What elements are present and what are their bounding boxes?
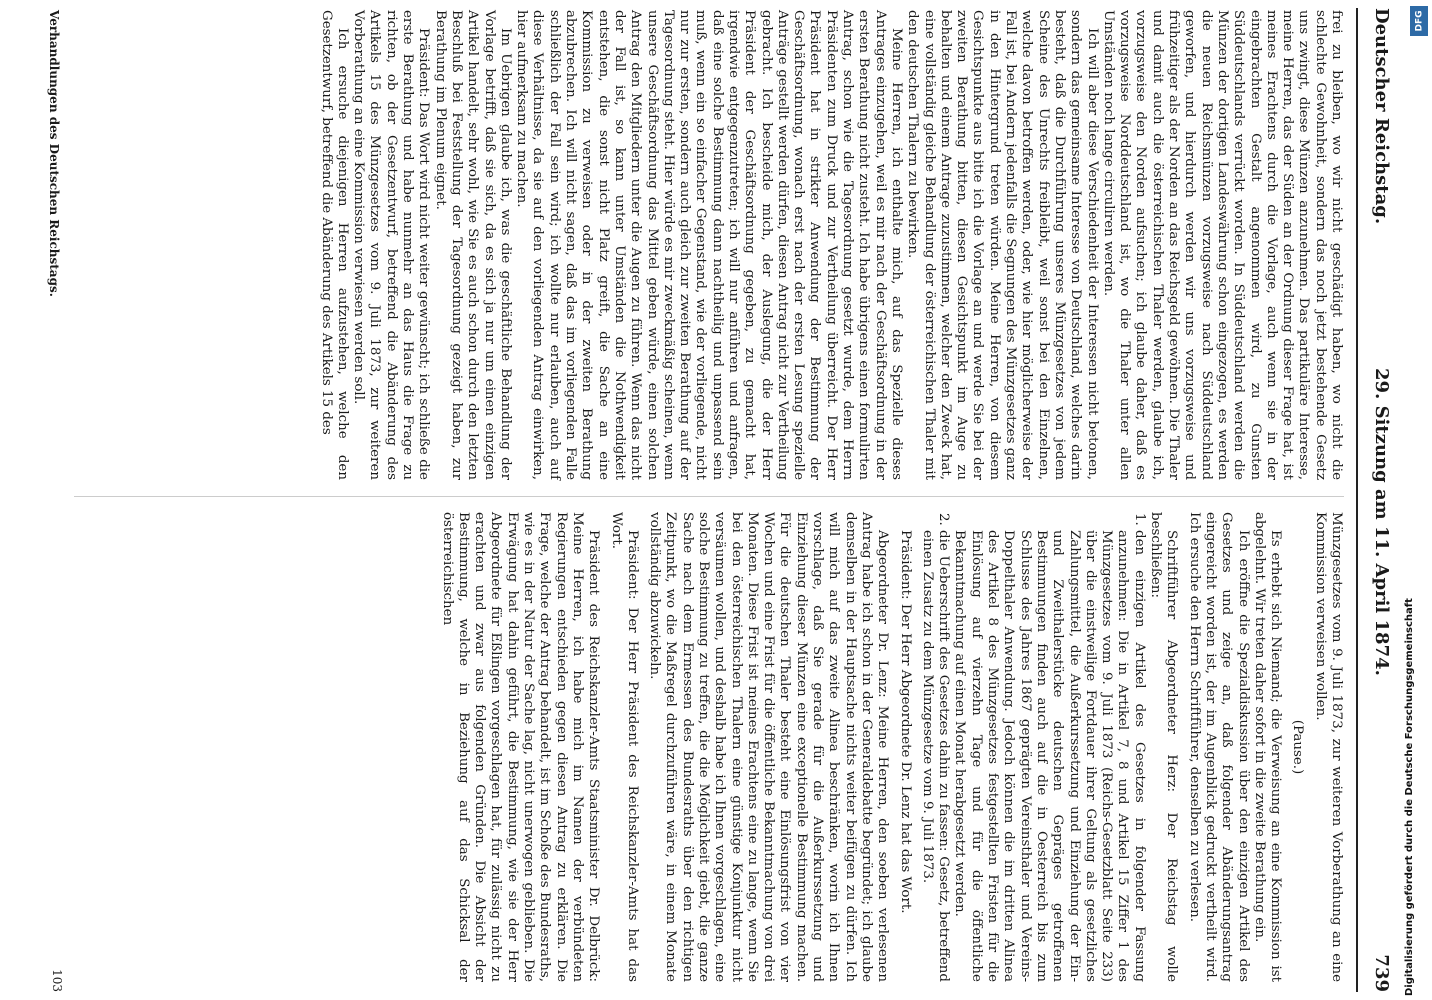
right-paragraph: Es erhebt sich Niemand; die Verweisung an eine Kommission ist abgelehnt. Wir treten daher sofort in die zweite Berathung ein. xyxy=(1251,512,1284,982)
right-paragraph: Schriftführer Abgeordneter Herz: Der Reichstag wolle beschließen: xyxy=(1148,512,1180,982)
right-paragraph: Ich eröffne die Spezialdiskussion über den einzigen Artikel des Gesetzes und zeige an, daß folgender Abänderungsantrag eingereicht worden ist, der im Augenblick gedruckt vertheilt wird. Ich ersuche den Herrn Schriftführer, denselben zu verlesen. xyxy=(1186,512,1251,982)
signature-number: 103 xyxy=(50,969,64,992)
header-session: 29. Sitzung am 11. April 1874. xyxy=(1371,368,1392,676)
footer-left: Verhandlungen des Deutschen Reichstags. xyxy=(47,10,61,297)
right-paragraph: Präsident des Reichskanzler-Amts Staatsminister Dr. Delbrück: Meine Herren, ich habe mich im Namen der verbündeten Regierungen entschieden gegen diesen Antrag zu erklären. Die Frage, welche der Antrag behandelt, ist im Schoße des Bundesraths, wie es in der Natur der Sache lag, nicht unerwogen geblieben. Die Erwägung hat dahin geführt, die Bestimmung, wie sie der Herr Abgeordnete für Eßlingen vorgeschlagen hat, für zulässig nicht zu erachten und zwar aus folgenden Gründen. Die Absicht der Bestimmung, welche in Beziehung auf das Schicksal der österreichischen xyxy=(439,512,602,982)
list-item: 1. den einzigen Artikel des Gesetzes in folgender Fassung anzunehmen: Die in Artikel 7, 8 und Artikel 15 Ziffer 1 des Münzgesetzes vom 9. Juli 1873 (Reichs-Gesetzblatt Seite 233) über die einstweilige Fortdauer ihrer Geltung als gesetzliches Zahlungsmittel, die Außerkurssetzung und Einziehung der Ein- und Zweithalerstücke deutschen Gepräges getroffenen Bestimmungen finden auch auf die in Oesterreich bis zum Schlusse des Jahres 1867 geprägten Vereinsthaler und Vereins-Doppelthaler Anwendung. Jedoch können die im dritten Alinea des Artikel 8 des Münzgesetzes festgestellten Fristen für die Einlösung auf vierzehn Tage und für die öffentliche Bekanntmachung auf einen Monat herabgesetzt werden. xyxy=(951,530,1147,982)
digitization-note xyxy=(1404,0,1430,1000)
left-paragraph: frei zu bleiben, wo wir nicht geschädigt haben, wo nicht die schlechte Gewohnheit, sondern das noch jetzt bestehende Gesetz uns zwingt, diese Münzen anzunehmen. Das partikuläre Interesse, meine Herren, das der Süden an der Ordnung dieser Frage hat, ist meines Erachtens durch die Vorlage, auch wenn sie in der eingebrachten Gestalt angenommen wird, zu Gunsten Süddeutschlands verrückt worden. In Süddeutschland werden die Münzen der dortigen Landeswährung schon eingezogen, es werden die neuen Reichsmünzen vorzugsweise nach Süddeutschland geworfen, und hierdurch werden wir uns vorzugsweise und frühzeitiger als der Norden an das Reichsgeld gewöhnen. Die Thaler und damit auch die österreichischen Thaler werden, glaube ich, vorzugsweise den Norden aufsuchen; ich glaube daher, daß es vorzugsweise Norddeutschland ist, wo die Thaler unter allen Umständen noch lange circuliren werden. xyxy=(1100,10,1344,480)
amendment-list xyxy=(919,512,1147,982)
page-header xyxy=(1358,8,1398,992)
left-paragraph: Im Uebrigen glaube ich, was die geschäftliche Behandlung der Vorlage betrifft, daß sie sich, da es sich ja nur um einen einzigen Artikel handelt, sehr wohl, wie Sie es auch schon durch den letzten Beschluß bei Feststellung der Tagesordnung gezeigt haben, zur Berathung im Plenum eignet. xyxy=(432,10,513,480)
left-paragraph: Ich ersuche diejenigen Herren aufzustehen, welche den Gesetzentwurf, betreffend die Abänderung des Artikels 15 des xyxy=(318,10,350,480)
right-paragraph: Abgeordneter Dr. Lenz: Meine Herren, den soeben verlesenen Antrag habe ich schon in der Generaldebatte begründet; ich glaube demselben in der Hauptsache nichts weiter beifügen zu dürfen. Ich will mich auf das zweite Alinea beschränken, worin ich Ihnen vorschlage, daß Sie gerade für die Außerkurssetzung und Einziehung dieser Münzen eine exceptionelle Bestimmung machen. Für die deutschen Thaler besteht eine Einlösungsfrist von vier Wochen und eine Frist für die öffentliche Bekanntmachung von drei Monaten. Diese Frist ist meines Erachtens eine zu lange, wenn Sie bei den österreichischen Thalern eine günstige Konjunktur nicht versäumen wollen, und deshalb habe ich Ihnen vorgeschlagen, eine solche Bestimmung zu treffen, die die Möglichkeit giebt, die ganze Sache nach dem Ermessen des Bundesraths über den richtigen Zeitpunkt, wo die Maßregel durchzuführen wäre, in einem Monate vollständig abzuwickeln. xyxy=(647,512,891,982)
page-number: 739 xyxy=(1371,954,1392,992)
header-rule xyxy=(1356,8,1358,992)
left-column xyxy=(317,10,1344,480)
left-paragraph: Ich will aber diese Verschiedenheit der Interessen nicht betonen, sondern das gemeinsame Interesse von Deutschland, welches darin besteht, daß die Durchführung unseres Münzgesetzes von jedem Scheine des Unrechts freibleibt, weil sonst bei den Einzelnen, welche davon betroffen werden, oder, wie hier möglicherweise der Fall ist, bei Andern jedenfalls die Segnungen des Münzgesetzes ganz in den Hintergrund treten würden. Meine Herren, von diesem Gesichtspunkte aus bitte ich die Vorlage an und werde Sie bei der zweiten Berathung bitten, diesen Gesichtspunkt im Auge zu behalten und einem Antrage zuzustimmen, welcher den Zweck hat, eine vollständig gleiche Behandlung der österreichischen Thaler mit den deutschen Thalern zu bewirken. xyxy=(905,10,1100,480)
right-paragraph: Präsident: Der Herr Abgeordnete Dr. Lenz hat das Wort. xyxy=(897,530,913,914)
header-title: Deutscher Reichstag. xyxy=(1371,8,1392,225)
dfg-logo-text: DFG xyxy=(1414,10,1425,32)
left-paragraph: Meine Herren, ich enthalte mich, auf das Spezielle dieses Antrages einzugehen, weil es mir nach der Geschäftsordnung in der ersten Berathung nicht zusteht. Ich habe übrigens einen formulirten Antrag, schon wie die Tagesordnung gesetzt wurde, dem Herrn Präsidenten zum Druck und zur Vertheilung überreicht. Der Herr Präsident hat in strikter Anwendung der Bestimmung der Geschäftsordnung, wonach erst nach der ersten Lesung spezielle Anträge gestellt werden dürfen, diesen Antrag nicht zur Vertheilung gebracht. Ich bescheide mich, der Auslegung, die der Herr Präsident der Geschäftsordnung gegeben, zu gemacht hat, irgendwie entgegenzutreten; ich will nur anführen und anfragen, daß eine solche Bestimmung dann nachtheilig und unpassend sein muß, wenn ein so einfacher Gegenstand, wie der vorliegende, nicht nur zur ersten, sondern auch gleich zur zweiten Berathung auf der Tagesordnung steht. Hier würde es mir zweckmäßig scheinen, wenn unsere Geschäftsordnung das Mittel geben würde, einen solchen Antrag den Mitgliedern unter die Augen zu führen. Wenn das nicht der Fall ist, so kann unter Umständen die Nothwendigkeit entstehen, die sonst nicht Platz greift, die Sache an eine Kommission zu verweisen oder in der zweiten Berathung abzubrechen. Ich will nicht sagen, daß das im vorliegenden Falle schließlich der Fall sein wird; ich wollte nur erlauben, auch auf diese Verhältnisse, da sie auf den vorliegenden Antrag einwirken, hier aufmerksam zu machen. xyxy=(514,10,904,480)
column-divider xyxy=(74,496,1344,497)
digitization-text: Digitalisierung gefördert durch die Deutsche Forschungsgemeinschaft xyxy=(1404,598,1415,996)
right-paragraph: Münzgesetzes vom 9. Juli 1873, zur weiteren Vorberathung an eine Kommission verweisen wollen. xyxy=(1312,512,1344,982)
right-column xyxy=(438,512,1344,982)
list-item: 2. die Ueberschrift des Gesetzes dahin zu fassen: Gesetz, betreffend einen Zusatz zu dem Münzgesetze vom 9. Juli 1873. xyxy=(919,530,952,982)
pause-note: (Pause.) xyxy=(1290,719,1306,775)
dfg-logo xyxy=(1410,6,1428,36)
rotated-document-page xyxy=(47,0,1416,1000)
left-paragraph: Präsident: Das Wort wird nicht weiter gewünscht; ich schließe die erste Berathung und habe nunmehr an das Haus die Frage zu richten, ob der Gesetzentwurf, betreffend die Abänderung des Artikels 15 des Münzgesetzes vom 9. Juli 1873, zur weiteren Vorberathung an eine Kommission verwiesen werden soll. xyxy=(351,10,432,480)
right-paragraph: Präsident: Der Herr Präsident des Reichskanzler-Amts hat das Wort. xyxy=(608,512,640,982)
